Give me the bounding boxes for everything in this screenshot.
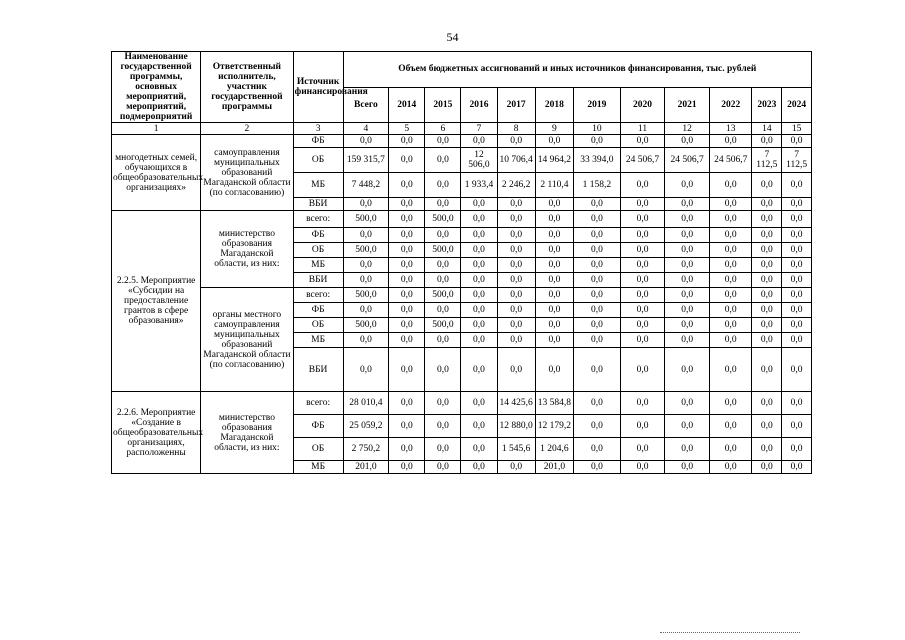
year-value-cell: 0,0 <box>665 288 710 303</box>
year-value-cell: 0,0 <box>782 392 812 415</box>
year-value-cell: 0,0 <box>752 198 782 211</box>
year-value-cell: 0,0 <box>665 318 710 333</box>
year-value-cell: 0,0 <box>389 392 425 415</box>
year-value-cell: 0,0 <box>425 333 461 348</box>
page-number: 54 <box>446 30 459 44</box>
total-cell: 0,0 <box>343 135 389 148</box>
year-value-cell: 0,0 <box>665 173 710 198</box>
year-value-cell: 0,0 <box>497 211 535 228</box>
year-value-cell: 0,0 <box>709 461 751 474</box>
year-value-cell: 0,0 <box>461 288 497 303</box>
header-year: 2023 <box>752 87 782 123</box>
header-total: Всего <box>343 87 389 123</box>
year-value-cell: 0,0 <box>574 415 621 438</box>
column-number: 1 <box>112 123 201 135</box>
year-value-cell: 0,0 <box>752 438 782 461</box>
year-value-cell: 0,0 <box>497 288 535 303</box>
year-value-cell: 0,0 <box>752 228 782 243</box>
total-cell: 2 750,2 <box>343 438 389 461</box>
source-cell: всего: <box>293 392 343 415</box>
program-name-cell: 2.2.6. Мероприятие «Создание в общеобразовательных организациях, расположенны <box>112 392 201 474</box>
column-number: 10 <box>574 123 621 135</box>
year-value-cell: 0,0 <box>425 173 461 198</box>
year-value-cell: 0,0 <box>782 198 812 211</box>
total-cell: 0,0 <box>343 348 389 392</box>
header-year: 2014 <box>389 87 425 123</box>
year-value-cell: 0,0 <box>782 243 812 258</box>
source-cell: всего: <box>293 288 343 303</box>
year-value-cell: 0,0 <box>389 461 425 474</box>
header-year: 2018 <box>535 87 573 123</box>
year-value-cell: 201,0 <box>535 461 573 474</box>
year-value-cell: 0,0 <box>665 198 710 211</box>
year-value-cell: 0,0 <box>752 303 782 318</box>
year-value-cell: 0,0 <box>782 273 812 288</box>
year-value-cell: 0,0 <box>620 318 665 333</box>
year-value-cell: 24 506,7 <box>620 148 665 173</box>
table-row <box>112 288 812 303</box>
year-value-cell: 0,0 <box>752 348 782 392</box>
year-value-cell: 0,0 <box>425 461 461 474</box>
year-value-cell: 0,0 <box>535 348 573 392</box>
year-value-cell: 0,0 <box>574 318 621 333</box>
header-year: 2016 <box>461 87 497 123</box>
year-value-cell: 0,0 <box>620 461 665 474</box>
table-body <box>112 135 812 474</box>
total-cell: 0,0 <box>343 228 389 243</box>
year-value-cell: 0,0 <box>620 243 665 258</box>
year-value-cell: 0,0 <box>425 273 461 288</box>
year-value-cell: 0,0 <box>709 318 751 333</box>
year-value-cell: 0,0 <box>461 438 497 461</box>
total-cell: 500,0 <box>343 288 389 303</box>
year-value-cell: 0,0 <box>535 318 573 333</box>
column-number: 3 <box>293 123 343 135</box>
header-year: 2017 <box>497 87 535 123</box>
header-year: 2019 <box>574 87 621 123</box>
source-cell: ФБ <box>293 303 343 318</box>
year-value-cell: 0,0 <box>461 258 497 273</box>
total-cell: 0,0 <box>343 303 389 318</box>
total-cell: 25 059,2 <box>343 415 389 438</box>
source-cell: ОБ <box>293 438 343 461</box>
year-value-cell: 0,0 <box>461 392 497 415</box>
year-value-cell: 0,0 <box>752 392 782 415</box>
footer-dotted-line <box>660 632 800 633</box>
executor-cell: органы местного самоуправления муниципальных образований Магаданской области (по согласованию) <box>201 288 293 392</box>
header-source: Источник финансирования <box>293 52 343 123</box>
year-value-cell: 0,0 <box>461 415 497 438</box>
year-value-cell: 0,0 <box>752 461 782 474</box>
year-value-cell: 0,0 <box>665 258 710 273</box>
column-number: 4 <box>343 123 389 135</box>
source-cell: ВБИ <box>293 348 343 392</box>
year-value-cell: 0,0 <box>535 303 573 318</box>
year-value-cell: 0,0 <box>425 438 461 461</box>
year-value-cell: 1 158,2 <box>574 173 621 198</box>
year-value-cell: 0,0 <box>709 258 751 273</box>
year-value-cell: 0,0 <box>709 198 751 211</box>
executor-cell: министерство образования Магаданской области, из них: <box>201 392 293 474</box>
year-value-cell: 0,0 <box>497 198 535 211</box>
source-cell: МБ <box>293 333 343 348</box>
year-value-cell: 0,0 <box>574 243 621 258</box>
year-value-cell: 0,0 <box>752 415 782 438</box>
year-value-cell: 0,0 <box>535 198 573 211</box>
year-value-cell: 0,0 <box>461 318 497 333</box>
source-cell: ОБ <box>293 243 343 258</box>
header-year: 2021 <box>665 87 710 123</box>
header-name: Наименование государственной программы, основных мероприятий, мероприятий, подмероприятий <box>112 52 201 123</box>
year-value-cell: 12 179,2 <box>535 415 573 438</box>
column-numbers-row <box>112 123 812 135</box>
source-cell: ФБ <box>293 228 343 243</box>
year-value-cell: 0,0 <box>389 348 425 392</box>
total-cell: 500,0 <box>343 243 389 258</box>
year-value-cell: 0,0 <box>620 228 665 243</box>
year-value-cell: 0,0 <box>665 228 710 243</box>
year-value-cell: 0,0 <box>497 318 535 333</box>
year-value-cell: 0,0 <box>782 173 812 198</box>
year-value-cell: 0,0 <box>620 438 665 461</box>
year-value-cell: 0,0 <box>389 243 425 258</box>
year-value-cell: 0,0 <box>782 415 812 438</box>
column-number: 9 <box>535 123 573 135</box>
year-value-cell: 0,0 <box>389 415 425 438</box>
year-value-cell: 0,0 <box>709 228 751 243</box>
header-year: 2020 <box>620 87 665 123</box>
year-value-cell: 0,0 <box>425 135 461 148</box>
year-value-cell: 0,0 <box>389 135 425 148</box>
year-value-cell: 0,0 <box>535 288 573 303</box>
year-value-cell: 0,0 <box>389 211 425 228</box>
year-value-cell: 0,0 <box>665 461 710 474</box>
column-number: 14 <box>752 123 782 135</box>
total-cell: 0,0 <box>343 273 389 288</box>
year-value-cell: 0,0 <box>461 461 497 474</box>
year-value-cell: 0,0 <box>665 333 710 348</box>
year-value-cell: 0,0 <box>535 135 573 148</box>
year-value-cell: 0,0 <box>665 243 710 258</box>
year-value-cell: 500,0 <box>425 288 461 303</box>
total-cell: 201,0 <box>343 461 389 474</box>
year-value-cell: 0,0 <box>665 211 710 228</box>
year-value-cell: 0,0 <box>389 258 425 273</box>
year-value-cell: 0,0 <box>752 211 782 228</box>
year-value-cell: 0,0 <box>535 211 573 228</box>
source-cell: ВБИ <box>293 273 343 288</box>
year-value-cell: 0,0 <box>389 198 425 211</box>
year-value-cell: 0,0 <box>620 303 665 318</box>
total-cell: 0,0 <box>343 198 389 211</box>
year-value-cell: 0,0 <box>620 135 665 148</box>
year-value-cell: 0,0 <box>497 228 535 243</box>
year-value-cell: 0,0 <box>782 135 812 148</box>
year-value-cell: 0,0 <box>574 198 621 211</box>
year-value-cell: 0,0 <box>620 348 665 392</box>
year-value-cell: 0,0 <box>461 211 497 228</box>
year-value-cell: 0,0 <box>574 461 621 474</box>
year-value-cell: 0,0 <box>461 303 497 318</box>
year-value-cell: 7 112,5 <box>752 148 782 173</box>
year-value-cell: 7 112,5 <box>782 148 812 173</box>
year-value-cell: 0,0 <box>574 438 621 461</box>
year-value-cell: 1 933,4 <box>461 173 497 198</box>
year-value-cell: 0,0 <box>425 228 461 243</box>
year-value-cell: 0,0 <box>389 318 425 333</box>
total-cell: 0,0 <box>343 258 389 273</box>
year-value-cell: 0,0 <box>620 288 665 303</box>
year-value-cell: 0,0 <box>782 318 812 333</box>
year-value-cell: 0,0 <box>389 438 425 461</box>
column-number: 13 <box>709 123 751 135</box>
year-value-cell: 0,0 <box>665 438 710 461</box>
column-number: 12 <box>665 123 710 135</box>
year-value-cell: 0,0 <box>782 438 812 461</box>
year-value-cell: 0,0 <box>665 348 710 392</box>
year-value-cell: 500,0 <box>425 243 461 258</box>
year-value-cell: 0,0 <box>425 258 461 273</box>
total-cell: 500,0 <box>343 211 389 228</box>
source-cell: МБ <box>293 461 343 474</box>
year-value-cell: 0,0 <box>461 348 497 392</box>
year-value-cell: 0,0 <box>709 135 751 148</box>
total-cell: 7 448,2 <box>343 173 389 198</box>
year-value-cell: 0,0 <box>752 273 782 288</box>
year-value-cell: 14 964,2 <box>535 148 573 173</box>
year-value-cell: 0,0 <box>497 135 535 148</box>
column-number: 5 <box>389 123 425 135</box>
year-value-cell: 0,0 <box>752 333 782 348</box>
year-value-cell: 0,0 <box>782 348 812 392</box>
year-value-cell: 0,0 <box>425 148 461 173</box>
year-value-cell: 0,0 <box>389 228 425 243</box>
year-value-cell: 500,0 <box>425 318 461 333</box>
year-value-cell: 0,0 <box>752 318 782 333</box>
year-value-cell: 0,0 <box>620 392 665 415</box>
year-value-cell: 13 584,8 <box>535 392 573 415</box>
year-value-cell: 0,0 <box>535 243 573 258</box>
table-row <box>112 135 812 148</box>
header-year: 2022 <box>709 87 751 123</box>
column-number: 6 <box>425 123 461 135</box>
year-value-cell: 0,0 <box>497 273 535 288</box>
year-value-cell: 24 506,7 <box>709 148 751 173</box>
year-value-cell: 0,0 <box>620 258 665 273</box>
year-value-cell: 0,0 <box>574 348 621 392</box>
year-value-cell: 0,0 <box>752 135 782 148</box>
year-value-cell: 0,0 <box>425 392 461 415</box>
year-value-cell: 0,0 <box>709 273 751 288</box>
year-value-cell: 0,0 <box>574 135 621 148</box>
year-value-cell: 0,0 <box>709 438 751 461</box>
header-volume: Объем бюджетных ассигнований и иных источников финансирования, тыс. рублей <box>343 52 811 88</box>
year-value-cell: 0,0 <box>425 198 461 211</box>
year-value-cell: 0,0 <box>782 461 812 474</box>
year-value-cell: 2 110,4 <box>535 173 573 198</box>
source-cell: ФБ <box>293 135 343 148</box>
year-value-cell: 0,0 <box>425 415 461 438</box>
source-cell: ОБ <box>293 148 343 173</box>
year-value-cell: 0,0 <box>752 243 782 258</box>
year-value-cell: 0,0 <box>535 333 573 348</box>
column-number: 2 <box>201 123 293 135</box>
executor-cell: министерство образования Магаданской области, из них: <box>201 211 293 288</box>
year-value-cell: 0,0 <box>752 258 782 273</box>
year-value-cell: 0,0 <box>665 303 710 318</box>
year-value-cell: 0,0 <box>709 173 751 198</box>
year-value-cell: 0,0 <box>620 211 665 228</box>
year-value-cell: 0,0 <box>620 273 665 288</box>
year-value-cell: 0,0 <box>665 135 710 148</box>
year-value-cell: 0,0 <box>709 348 751 392</box>
year-value-cell: 0,0 <box>709 243 751 258</box>
column-number: 8 <box>497 123 535 135</box>
year-value-cell: 0,0 <box>461 198 497 211</box>
year-value-cell: 0,0 <box>497 303 535 318</box>
year-value-cell: 0,0 <box>709 288 751 303</box>
year-value-cell: 0,0 <box>389 273 425 288</box>
year-value-cell: 0,0 <box>782 211 812 228</box>
year-value-cell: 0,0 <box>709 415 751 438</box>
source-cell: МБ <box>293 173 343 198</box>
total-cell: 500,0 <box>343 318 389 333</box>
year-value-cell: 0,0 <box>497 461 535 474</box>
total-cell: 0,0 <box>343 333 389 348</box>
year-value-cell: 2 246,2 <box>497 173 535 198</box>
year-value-cell: 0,0 <box>665 392 710 415</box>
year-value-cell: 0,0 <box>389 333 425 348</box>
year-value-cell: 0,0 <box>389 288 425 303</box>
column-number: 7 <box>461 123 497 135</box>
year-value-cell: 0,0 <box>574 303 621 318</box>
year-value-cell: 33 394,0 <box>574 148 621 173</box>
executor-cell: самоуправления муниципальных образований Магаданской области (по согласованию) <box>201 135 293 211</box>
source-cell: ВБИ <box>293 198 343 211</box>
year-value-cell: 0,0 <box>574 258 621 273</box>
table-row <box>112 392 812 415</box>
year-value-cell: 0,0 <box>620 333 665 348</box>
budget-table <box>111 51 812 474</box>
column-number: 11 <box>620 123 665 135</box>
year-value-cell: 0,0 <box>665 273 710 288</box>
year-value-cell: 0,0 <box>782 228 812 243</box>
source-cell: ОБ <box>293 318 343 333</box>
year-value-cell: 0,0 <box>620 415 665 438</box>
table-row <box>112 211 812 228</box>
year-value-cell: 0,0 <box>782 333 812 348</box>
year-value-cell: 0,0 <box>782 288 812 303</box>
total-cell: 28 010,4 <box>343 392 389 415</box>
year-value-cell: 0,0 <box>425 348 461 392</box>
year-value-cell: 0,0 <box>709 303 751 318</box>
source-cell: всего: <box>293 211 343 228</box>
year-value-cell: 0,0 <box>389 173 425 198</box>
year-value-cell: 0,0 <box>709 211 751 228</box>
year-value-cell: 0,0 <box>497 348 535 392</box>
year-value-cell: 0,0 <box>574 333 621 348</box>
year-value-cell: 0,0 <box>574 211 621 228</box>
year-value-cell: 0,0 <box>461 228 497 243</box>
year-value-cell: 0,0 <box>425 303 461 318</box>
year-value-cell: 0,0 <box>709 333 751 348</box>
year-value-cell: 0,0 <box>620 198 665 211</box>
header-year: 2015 <box>425 87 461 123</box>
year-value-cell: 0,0 <box>574 392 621 415</box>
year-value-cell: 1 204,6 <box>535 438 573 461</box>
year-value-cell: 14 425,6 <box>497 392 535 415</box>
year-value-cell: 24 506,7 <box>665 148 710 173</box>
year-value-cell: 0,0 <box>389 148 425 173</box>
year-value-cell: 0,0 <box>389 303 425 318</box>
year-value-cell: 0,0 <box>461 243 497 258</box>
year-value-cell: 0,0 <box>709 392 751 415</box>
year-value-cell: 0,0 <box>782 258 812 273</box>
year-value-cell: 10 706,4 <box>497 148 535 173</box>
year-value-cell: 0,0 <box>535 273 573 288</box>
year-value-cell: 0,0 <box>535 228 573 243</box>
year-value-cell: 0,0 <box>752 288 782 303</box>
program-name-cell: 2.2.5. Мероприятие «Субсидии на предоставление грантов в сфере образования» <box>112 211 201 392</box>
year-value-cell: 0,0 <box>461 135 497 148</box>
year-value-cell: 12 880,0 <box>497 415 535 438</box>
source-cell: МБ <box>293 258 343 273</box>
year-value-cell: 0,0 <box>535 258 573 273</box>
year-value-cell: 0,0 <box>574 228 621 243</box>
year-value-cell: 1 545,6 <box>497 438 535 461</box>
year-value-cell: 0,0 <box>461 273 497 288</box>
year-value-cell: 0,0 <box>752 173 782 198</box>
column-number: 15 <box>782 123 812 135</box>
year-value-cell: 0,0 <box>497 243 535 258</box>
year-value-cell: 0,0 <box>497 333 535 348</box>
total-cell: 159 315,7 <box>343 148 389 173</box>
year-value-cell: 500,0 <box>425 211 461 228</box>
year-value-cell: 0,0 <box>574 273 621 288</box>
source-cell: ФБ <box>293 415 343 438</box>
year-value-cell: 0,0 <box>782 303 812 318</box>
year-value-cell: 0,0 <box>461 333 497 348</box>
program-name-cell: многодетных семей, обучающихся в общеобразовательных организациях» <box>112 135 201 211</box>
year-value-cell: 0,0 <box>620 173 665 198</box>
header-year: 2024 <box>782 87 812 123</box>
header-executor: Ответственный исполнитель, участник государственной программы <box>201 52 293 123</box>
year-value-cell: 0,0 <box>665 415 710 438</box>
year-value-cell: 0,0 <box>497 258 535 273</box>
year-value-cell: 0,0 <box>574 288 621 303</box>
year-value-cell: 12 506,0 <box>461 148 497 173</box>
